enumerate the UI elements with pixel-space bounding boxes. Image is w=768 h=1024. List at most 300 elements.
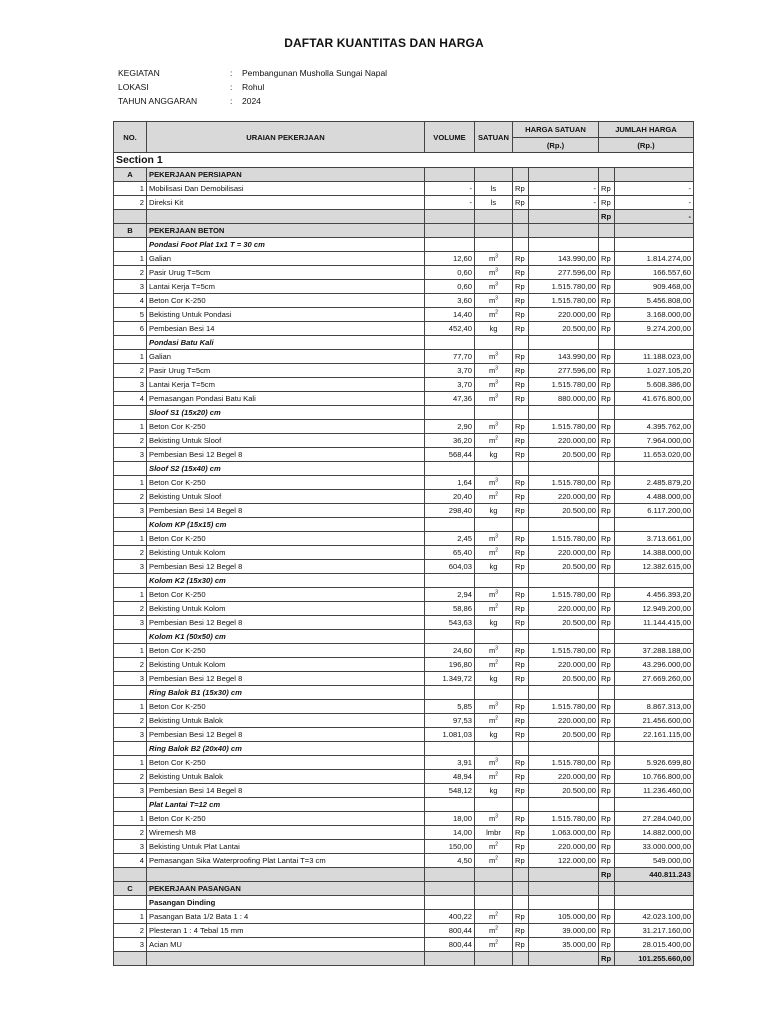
table-row — [114, 350, 694, 364]
currency-label: Rp — [599, 728, 615, 742]
table-row — [114, 532, 694, 546]
subheading-title: Sloof S2 (15x40) cm — [147, 462, 425, 476]
item-no: 1 — [114, 910, 147, 924]
header-volume: VOLUME — [425, 122, 475, 153]
empty-cell — [425, 224, 475, 238]
unit-text: kg — [489, 324, 498, 333]
unit-exponent: 3 — [495, 253, 499, 260]
currency-label: Rp — [599, 714, 615, 728]
item-volume: 3,70 — [425, 378, 475, 392]
currency-label: Rp — [513, 504, 529, 518]
unit-exponent: 3 — [495, 295, 499, 302]
unit-text: kg — [489, 562, 498, 571]
header-satuan: SATUAN — [475, 122, 513, 153]
table-row — [114, 364, 694, 378]
project-info — [118, 66, 387, 108]
item-unit — [475, 714, 513, 728]
table-row — [114, 700, 694, 714]
currency-label: Rp — [599, 560, 615, 574]
item-description: Beton Cor K-250 — [147, 644, 425, 658]
empty-cell — [475, 882, 513, 896]
unit-exponent: 3 — [495, 533, 499, 540]
item-description: Beton Cor K-250 — [147, 700, 425, 714]
item-unit-price: 20.500,00 — [529, 728, 599, 742]
unit-text: m — [488, 548, 496, 557]
item-unit — [475, 840, 513, 854]
table-row — [114, 252, 694, 266]
currency-label: Rp — [599, 364, 615, 378]
unit-exponent: 2 — [495, 911, 499, 918]
unit-text: m — [488, 422, 496, 431]
subtotal-row — [114, 210, 694, 224]
info-row-lokasi — [118, 80, 387, 94]
currency-label: Rp — [513, 812, 529, 826]
empty-cell — [529, 462, 599, 476]
item-total: 28.015.400,00 — [615, 938, 694, 952]
currency-label: Rp — [513, 560, 529, 574]
item-description: Bekisting Untuk Kolom — [147, 602, 425, 616]
currency-label: Rp — [513, 756, 529, 770]
empty-cell — [615, 896, 694, 910]
item-unit-price: 20.500,00 — [529, 504, 599, 518]
empty-cell — [114, 406, 147, 420]
item-total: 3.168.000,00 — [615, 308, 694, 322]
unit-text: m — [488, 604, 496, 613]
empty-cell — [615, 574, 694, 588]
item-unit — [475, 182, 513, 196]
item-total: 22.161.115,00 — [615, 728, 694, 742]
table-row — [114, 378, 694, 392]
item-unit-price: 220.000,00 — [529, 546, 599, 560]
item-unit — [475, 294, 513, 308]
item-description: Pembesian Besi 14 Begel 8 — [147, 784, 425, 798]
currency-label: Rp — [599, 182, 615, 196]
subheading-title: Kolom KP (15x15) cm — [147, 518, 425, 532]
table-row — [114, 938, 694, 952]
item-description: Bekisting Untuk Pondasi — [147, 308, 425, 322]
unit-text: kg — [489, 786, 498, 795]
item-no: 2 — [114, 714, 147, 728]
item-total: 10.766.800,00 — [615, 770, 694, 784]
table-row — [114, 322, 694, 336]
subheading-title: Ring Balok B1 (15x30) cm — [147, 686, 425, 700]
empty-cell — [513, 742, 529, 756]
item-unit-price: 143.990,00 — [529, 252, 599, 266]
currency-label: Rp — [513, 588, 529, 602]
unit-text: kg — [489, 450, 498, 459]
empty-cell — [513, 686, 529, 700]
currency-label: Rp — [599, 532, 615, 546]
item-total: 27.284.040,00 — [615, 812, 694, 826]
item-description: Direksi Kit — [147, 196, 425, 210]
item-unit — [475, 322, 513, 336]
item-no: 5 — [114, 308, 147, 322]
empty-cell — [513, 630, 529, 644]
item-volume: 2,90 — [425, 420, 475, 434]
table-row — [114, 294, 694, 308]
item-unit — [475, 476, 513, 490]
currency-label: Rp — [599, 840, 615, 854]
item-unit — [475, 378, 513, 392]
empty-cell — [513, 336, 529, 350]
item-unit-price: 1.515.780,00 — [529, 280, 599, 294]
currency-label: Rp — [599, 280, 615, 294]
item-volume: 58,86 — [425, 602, 475, 616]
subheading-row — [114, 896, 694, 910]
unit-text: kg — [489, 506, 498, 515]
item-description: Bekisting Untuk Sloof — [147, 490, 425, 504]
item-description: Galian — [147, 252, 425, 266]
item-no: 1 — [114, 350, 147, 364]
currency-label: Rp — [513, 840, 529, 854]
item-volume: 36,20 — [425, 434, 475, 448]
unit-text: m — [488, 310, 496, 319]
item-unit-price: 277.596,00 — [529, 364, 599, 378]
unit-text: ls — [490, 198, 497, 207]
item-volume: 1.349,72 — [425, 672, 475, 686]
empty-cell — [425, 742, 475, 756]
info-row-tahun-anggaran — [118, 94, 387, 108]
currency-label: Rp — [599, 854, 615, 868]
currency-label: Rp — [513, 784, 529, 798]
item-total: 12.382.615,00 — [615, 560, 694, 574]
item-total: 9.274.200,00 — [615, 322, 694, 336]
currency-label: Rp — [599, 252, 615, 266]
empty-cell — [475, 630, 513, 644]
item-unit-price: 39.000,00 — [529, 924, 599, 938]
item-unit — [475, 280, 513, 294]
currency-label: Rp — [513, 350, 529, 364]
currency-label: Rp — [599, 378, 615, 392]
item-description: Bekisting Untuk Balok — [147, 770, 425, 784]
item-unit — [475, 266, 513, 280]
empty-cell — [475, 686, 513, 700]
item-unit — [475, 728, 513, 742]
empty-cell — [114, 630, 147, 644]
empty-cell — [599, 742, 615, 756]
unit-text: m — [488, 590, 496, 599]
item-total: 43.296.000,00 — [615, 658, 694, 672]
empty-cell — [513, 210, 529, 224]
item-no: 3 — [114, 672, 147, 686]
item-no: 3 — [114, 448, 147, 462]
empty-cell — [599, 224, 615, 238]
empty-cell — [529, 630, 599, 644]
empty-cell — [513, 406, 529, 420]
item-total: 3.713.661,00 — [615, 532, 694, 546]
empty-cell — [529, 336, 599, 350]
item-total: 11.188.023,00 — [615, 350, 694, 364]
currency-label: Rp — [513, 364, 529, 378]
subheading-row — [114, 336, 694, 350]
currency-label: Rp — [513, 658, 529, 672]
currency-label: Rp — [513, 924, 529, 938]
item-unit — [475, 602, 513, 616]
unit-text: m — [488, 254, 496, 263]
empty-cell — [529, 686, 599, 700]
item-unit-price: 220.000,00 — [529, 770, 599, 784]
item-unit — [475, 532, 513, 546]
empty-cell — [114, 686, 147, 700]
item-unit — [475, 546, 513, 560]
item-unit-price: 1.515.780,00 — [529, 476, 599, 490]
empty-cell — [475, 868, 513, 882]
empty-cell — [475, 518, 513, 532]
empty-cell — [615, 168, 694, 182]
empty-cell — [114, 518, 147, 532]
subheading-row — [114, 238, 694, 252]
table-row — [114, 840, 694, 854]
subheading-row — [114, 574, 694, 588]
info-colon: : — [230, 68, 233, 78]
item-no: 3 — [114, 504, 147, 518]
item-unit — [475, 854, 513, 868]
currency-label: Rp — [513, 252, 529, 266]
item-no: 1 — [114, 476, 147, 490]
item-description: Pemasangan Sika Waterproofing Plat Lantai T=3 cm — [147, 854, 425, 868]
item-unit-price: 1.515.780,00 — [529, 532, 599, 546]
item-volume: 604,03 — [425, 560, 475, 574]
item-unit — [475, 504, 513, 518]
subheading-title: Pondasi Batu Kali — [147, 336, 425, 350]
item-unit-price: 1.515.780,00 — [529, 812, 599, 826]
subheading-row — [114, 518, 694, 532]
item-volume: 65,40 — [425, 546, 475, 560]
currency-label: Rp — [599, 420, 615, 434]
currency-label: Rp — [599, 350, 615, 364]
empty-cell — [615, 336, 694, 350]
item-description: Acian MU — [147, 938, 425, 952]
unit-exponent: 2 — [495, 925, 499, 932]
currency-label: Rp — [513, 280, 529, 294]
empty-cell — [599, 686, 615, 700]
currency-label: Rp — [599, 210, 615, 224]
item-unit-price: 220.000,00 — [529, 434, 599, 448]
subheading-title: Kolom K2 (15x30) cm — [147, 574, 425, 588]
empty-cell — [475, 798, 513, 812]
group-letter: B — [114, 224, 147, 238]
unit-text: m — [488, 394, 496, 403]
item-description: Bekisting Untuk Balok — [147, 714, 425, 728]
item-unit-price: 20.500,00 — [529, 560, 599, 574]
currency-label: Rp — [599, 588, 615, 602]
item-total: 7.964.000,00 — [615, 434, 694, 448]
unit-text: m — [488, 534, 496, 543]
empty-cell — [114, 868, 147, 882]
currency-label: Rp — [599, 910, 615, 924]
group-row — [114, 224, 694, 238]
currency-label: Rp — [599, 448, 615, 462]
currency-label: Rp — [513, 392, 529, 406]
currency-label: Rp — [599, 546, 615, 560]
currency-label: Rp — [599, 952, 615, 966]
item-total: 1.814.274,00 — [615, 252, 694, 266]
unit-text: m — [488, 660, 496, 669]
item-unit — [475, 308, 513, 322]
currency-label: Rp — [599, 644, 615, 658]
item-total: 1.027.105,20 — [615, 364, 694, 378]
empty-cell — [475, 336, 513, 350]
unit-exponent: 2 — [495, 491, 499, 498]
item-unit — [475, 560, 513, 574]
unit-text: m — [488, 814, 496, 823]
item-unit-price: 1.515.780,00 — [529, 588, 599, 602]
unit-text: m — [488, 436, 496, 445]
empty-cell — [529, 210, 599, 224]
empty-cell — [475, 574, 513, 588]
item-unit-price: 20.500,00 — [529, 784, 599, 798]
unit-exponent: 3 — [495, 477, 499, 484]
currency-label: Rp — [599, 826, 615, 840]
table-row — [114, 266, 694, 280]
currency-label: Rp — [513, 728, 529, 742]
unit-text: m — [488, 352, 496, 361]
item-volume: 568,44 — [425, 448, 475, 462]
currency-label: Rp — [599, 756, 615, 770]
item-total: 42.023.100,00 — [615, 910, 694, 924]
empty-cell — [425, 574, 475, 588]
item-description: Beton Cor K-250 — [147, 812, 425, 826]
subheading-title: Pasangan Dinding — [147, 896, 425, 910]
item-total: - — [615, 182, 694, 196]
empty-cell — [425, 798, 475, 812]
item-no: 2 — [114, 602, 147, 616]
header-jumlah-harga: JUMLAH HARGA — [599, 122, 694, 138]
item-unit-price: 880.000,00 — [529, 392, 599, 406]
empty-cell — [425, 882, 475, 896]
item-total: 6.117.200,00 — [615, 504, 694, 518]
table-row — [114, 588, 694, 602]
empty-cell — [114, 336, 147, 350]
item-no: 2 — [114, 266, 147, 280]
empty-cell — [425, 168, 475, 182]
empty-cell — [529, 798, 599, 812]
item-no: 3 — [114, 938, 147, 952]
empty-cell — [114, 462, 147, 476]
header-uraian: URAIAN PEKERJAAN — [147, 122, 425, 153]
item-description: Mobilisasi Dan Demobilisasi — [147, 182, 425, 196]
unit-exponent: 2 — [495, 309, 499, 316]
empty-cell — [114, 742, 147, 756]
item-total: 8.867.313,00 — [615, 700, 694, 714]
item-description: Pembesian Besi 12 Begel 8 — [147, 672, 425, 686]
currency-label: Rp — [513, 854, 529, 868]
item-unit-price: 20.500,00 — [529, 448, 599, 462]
unit-text: m — [488, 940, 496, 949]
item-unit-price: 122.000,00 — [529, 854, 599, 868]
empty-cell — [513, 868, 529, 882]
unit-text: m — [488, 912, 496, 921]
table-row — [114, 490, 694, 504]
item-total: 5.456.808,00 — [615, 294, 694, 308]
item-no: 1 — [114, 644, 147, 658]
currency-label: Rp — [599, 616, 615, 630]
item-volume: 5,85 — [425, 700, 475, 714]
header-no: NO. — [114, 122, 147, 153]
empty-cell — [475, 210, 513, 224]
item-no: 1 — [114, 588, 147, 602]
item-unit-price: 1.515.780,00 — [529, 378, 599, 392]
item-total: 166.557,60 — [615, 266, 694, 280]
unit-exponent: 3 — [495, 421, 499, 428]
empty-cell — [529, 896, 599, 910]
item-no: 2 — [114, 490, 147, 504]
item-volume: 12,60 — [425, 252, 475, 266]
item-description: Wiremesh M8 — [147, 826, 425, 840]
empty-cell — [599, 574, 615, 588]
boq-table — [113, 121, 694, 966]
item-volume: 24,60 — [425, 644, 475, 658]
empty-cell — [475, 896, 513, 910]
item-no: 4 — [114, 294, 147, 308]
item-unit — [475, 350, 513, 364]
unit-exponent: 3 — [495, 757, 499, 764]
currency-label: Rp — [513, 714, 529, 728]
unit-exponent: 3 — [495, 393, 499, 400]
table-row — [114, 924, 694, 938]
item-total: 11.236.460,00 — [615, 784, 694, 798]
item-no: 4 — [114, 392, 147, 406]
item-no: 1 — [114, 252, 147, 266]
item-no: 1 — [114, 812, 147, 826]
currency-label: Rp — [599, 938, 615, 952]
group-letter: A — [114, 168, 147, 182]
unit-exponent: 2 — [495, 771, 499, 778]
empty-cell — [599, 882, 615, 896]
item-unit — [475, 784, 513, 798]
item-no: 2 — [114, 546, 147, 560]
empty-cell — [425, 686, 475, 700]
currency-label: Rp — [513, 322, 529, 336]
item-unit — [475, 700, 513, 714]
item-unit — [475, 364, 513, 378]
subheading-title: Ring Balok B2 (20x40) cm — [147, 742, 425, 756]
item-description: Beton Cor K-250 — [147, 420, 425, 434]
empty-cell — [513, 518, 529, 532]
item-volume: 2,94 — [425, 588, 475, 602]
document-title: DAFTAR KUANTITAS DAN HARGA — [284, 36, 484, 50]
empty-cell — [425, 336, 475, 350]
unit-exponent: 3 — [495, 589, 499, 596]
item-volume: 800,44 — [425, 938, 475, 952]
item-description: Bekisting Untuk Sloof — [147, 434, 425, 448]
info-value: Pembangunan Musholla Sungai Napal — [242, 68, 388, 78]
group-title: PEKERJAAN PASANGAN — [147, 882, 425, 896]
empty-cell — [114, 952, 147, 966]
item-unit — [475, 196, 513, 210]
table-row — [114, 602, 694, 616]
subheading-row — [114, 630, 694, 644]
item-volume: 3,60 — [425, 294, 475, 308]
item-description: Pasir Urug T=5cm — [147, 364, 425, 378]
item-description: Lantai Kerja T=5cm — [147, 280, 425, 294]
empty-cell — [615, 406, 694, 420]
currency-label: Rp — [513, 196, 529, 210]
currency-label: Rp — [513, 546, 529, 560]
item-unit — [475, 392, 513, 406]
empty-cell — [513, 224, 529, 238]
unit-exponent: 2 — [495, 659, 499, 666]
item-volume: 3,70 — [425, 364, 475, 378]
table-row — [114, 672, 694, 686]
item-volume: 400,22 — [425, 910, 475, 924]
currency-label: Rp — [599, 490, 615, 504]
item-unit-price: - — [529, 182, 599, 196]
subtotal-row — [114, 868, 694, 882]
unit-text: m — [488, 282, 496, 291]
currency-label: Rp — [599, 770, 615, 784]
subheading-row — [114, 462, 694, 476]
